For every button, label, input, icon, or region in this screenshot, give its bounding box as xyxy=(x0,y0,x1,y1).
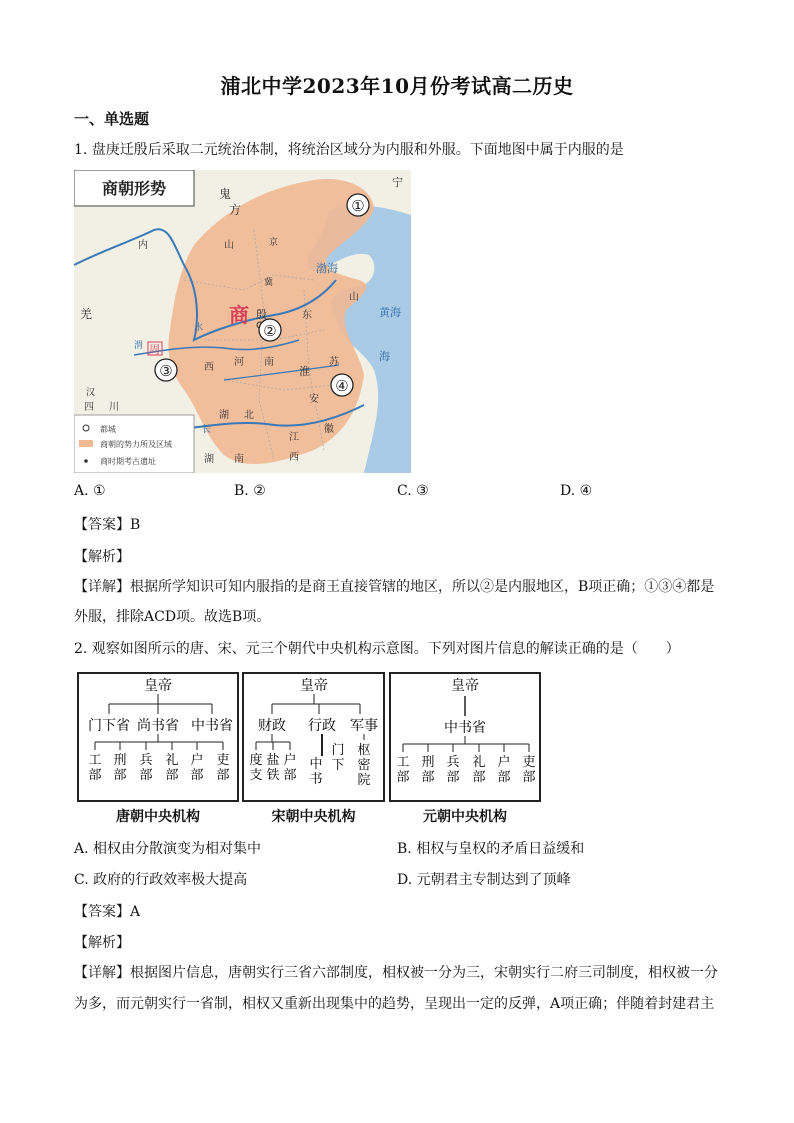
legend-shang-area: 商朝的势力所及区域 xyxy=(100,440,172,449)
q1-option-b[interactable]: B. ② xyxy=(234,483,266,499)
q2-option-d[interactable]: D. 元朝君主专制达到了顶峰 xyxy=(397,872,571,888)
map-label-jiang: 江 xyxy=(289,432,299,443)
tang-menxia: 门下省 xyxy=(88,718,130,734)
song-junshi: 军事 xyxy=(350,718,378,734)
tang-ministry-li: 礼部 xyxy=(165,753,179,783)
map-label-shui: 水 xyxy=(194,323,204,333)
map-label-shan1: 山 xyxy=(224,240,234,251)
map-label-yin: 殷 xyxy=(256,308,267,321)
tang-ministry-li2: 吏部 xyxy=(216,753,230,783)
svg-text:②: ② xyxy=(263,322,277,340)
q1-answer-value: B xyxy=(130,517,141,533)
yuan-ministry-bing: 兵部 xyxy=(446,755,460,785)
q2-stem: 2. 观察如图所示的唐、宋、元三个朝代中央机构示意图。下列对图片信息的解读正确的是（ ） xyxy=(74,641,680,657)
tang-caption: 唐朝中央机构 xyxy=(116,809,200,825)
yuan-ministry-xing: 刑部 xyxy=(421,755,435,785)
map-label-han: 汉 xyxy=(86,388,96,398)
q1-detail-line2: 外服，排除ACD项。故选B项。 xyxy=(74,609,271,625)
marker-4 xyxy=(331,374,353,396)
map-label-donghai: 海 xyxy=(379,350,390,363)
song-xingzheng: 行政 xyxy=(308,718,336,734)
map-title: 商朝形势 xyxy=(101,179,167,198)
song-caizheng: 财政 xyxy=(258,718,286,734)
q2-analysis-tag: 【解析】 xyxy=(74,935,130,951)
q2-answer xyxy=(74,901,140,921)
tang-shangshu: 尚书省 xyxy=(137,718,179,734)
map-label-qiang: 羌 xyxy=(80,307,93,321)
yuan-ministry-li: 礼部 xyxy=(472,755,486,785)
song-menxia: 门下 xyxy=(331,743,345,773)
map-label-xi: 西 xyxy=(204,362,214,373)
map-label-sichuan-s: 四 xyxy=(84,402,94,413)
q2-answer-tag: 【答案】 xyxy=(74,904,130,920)
q1-option-c[interactable]: C. ③ xyxy=(397,483,429,499)
song-duzhi: 度支 xyxy=(249,753,263,783)
q1-answer-tag: 【答案】 xyxy=(74,517,130,533)
map-label-bei: 北 xyxy=(244,410,254,421)
map-label-huai: 淮 xyxy=(299,365,310,378)
map-label-gui: 鬼 xyxy=(219,187,232,201)
tang-org-chart xyxy=(77,672,239,802)
map-label-wei: 渭 xyxy=(134,341,144,351)
song-yantie: 盐铁 xyxy=(266,753,280,783)
song-emperor: 皇帝 xyxy=(300,678,328,694)
svg-text:④: ④ xyxy=(335,377,349,395)
map-label-huanghai: 黄海 xyxy=(379,306,401,319)
q1-option-d[interactable]: D. ④ xyxy=(560,483,593,499)
map-label-hu: 湖 xyxy=(219,410,229,421)
map-label-ning: 宁 xyxy=(392,176,403,189)
section-heading: 一、单选题 xyxy=(74,110,150,128)
yuan-emperor: 皇帝 xyxy=(451,678,479,694)
marker-3 xyxy=(155,359,177,381)
q1-detail-tag: 【详解】 xyxy=(74,579,130,595)
map-label-su: 苏 xyxy=(329,357,339,368)
yuan-ministry-gong: 工部 xyxy=(396,755,410,785)
map-label-xi2: 西 xyxy=(289,452,299,463)
page-title: 浦北中学2023年10月份考试高二历史 xyxy=(220,74,574,98)
map-label-he: 河 xyxy=(234,357,244,368)
map-label-shan2: 山 xyxy=(349,292,359,303)
map-label-nei: 内 xyxy=(138,240,148,251)
tang-ministry-hu: 户部 xyxy=(190,753,204,783)
q1-stem: 1. 盘庚迁殷后采取二元统治体制，将统治区域分为内服和外服。下面地图中属于内服的是 xyxy=(74,142,624,158)
map-label-shang: 商 xyxy=(229,303,249,327)
tang-ministry-gong: 工部 xyxy=(88,753,102,783)
q2-option-a[interactable]: A. 相权由分散演变为相对集中 xyxy=(74,841,262,857)
q2-option-c[interactable]: C. 政府的行政效率极大提高 xyxy=(74,872,248,888)
map-label-hui: 徽 xyxy=(324,424,334,435)
yuan-zhongshu: 中书省 xyxy=(444,720,486,736)
shang-dynasty-map xyxy=(74,170,411,473)
map-label-sichuan-c: 川 xyxy=(109,402,119,413)
song-org-chart xyxy=(242,672,385,802)
song-hubu: 户部 xyxy=(283,753,297,783)
q2-detail-tag: 【详解】 xyxy=(74,965,130,981)
q2-detail-line2: 为多，而元朝实行一省制，相权又重新出现集中的趋势，呈现出一定的反弹，A项正确；伴随着封建君主 xyxy=(74,996,715,1012)
map-label-dong: 东 xyxy=(302,310,312,321)
yuan-ministry-hu: 户部 xyxy=(497,755,511,785)
tang-ministry-bing: 兵部 xyxy=(139,753,153,783)
song-shumiyuan: 枢密院 xyxy=(357,743,371,788)
yuan-caption: 元朝中央机构 xyxy=(423,809,507,825)
map-label-an: 安 xyxy=(309,394,319,405)
map-label-ji: 冀 xyxy=(264,278,274,288)
tang-ministry-xing: 刑部 xyxy=(113,753,127,783)
yuan-org-chart xyxy=(389,672,541,802)
map-label-zhou: 周 xyxy=(149,343,160,356)
tang-emperor: 皇帝 xyxy=(144,678,172,694)
map-label-nan: 南 xyxy=(264,357,274,368)
yuan-ministry-li2: 吏部 xyxy=(522,755,536,785)
q1-analysis-tag: 【解析】 xyxy=(74,549,130,565)
q2-detail-line1: 【详解】根据图片信息，唐朝实行三省六部制度，相权被一分为三，宋朝实行二府三司制度，相权被一分 xyxy=(74,965,718,981)
q1-option-a[interactable]: A. ① xyxy=(74,483,106,499)
q1-detail-line1: 【详解】根据所学知识可知内服指的是商王直接管辖的地区，所以②是内服地区，B项正确；①③④都是 xyxy=(74,579,715,595)
map-label-bohai: 渤海 xyxy=(316,262,338,275)
map-label-chang: 长 xyxy=(202,425,212,435)
marker-2 xyxy=(259,319,281,341)
map-label-nan2: 南 xyxy=(234,454,244,465)
q2-answer-value: A xyxy=(130,904,141,920)
song-caption: 宋朝中央机构 xyxy=(271,809,356,825)
svg-text:①: ① xyxy=(351,197,365,215)
map-label-hu2: 湖 xyxy=(204,454,214,465)
q2-option-b[interactable]: B. 相权与皇权的矛盾日益缓和 xyxy=(397,841,585,857)
q1-answer xyxy=(74,514,140,534)
tang-zhongshu: 中书省 xyxy=(191,718,233,734)
map-label-fang: 方 xyxy=(229,203,242,217)
marker-1 xyxy=(347,194,369,216)
map-label-jing: 京 xyxy=(269,238,279,248)
legend-capital: 都城 xyxy=(100,425,116,434)
song-zhongshu: 中书 xyxy=(309,757,323,787)
svg-text:③: ③ xyxy=(159,362,173,380)
legend-sites: 商时期考古遗址 xyxy=(100,457,156,466)
